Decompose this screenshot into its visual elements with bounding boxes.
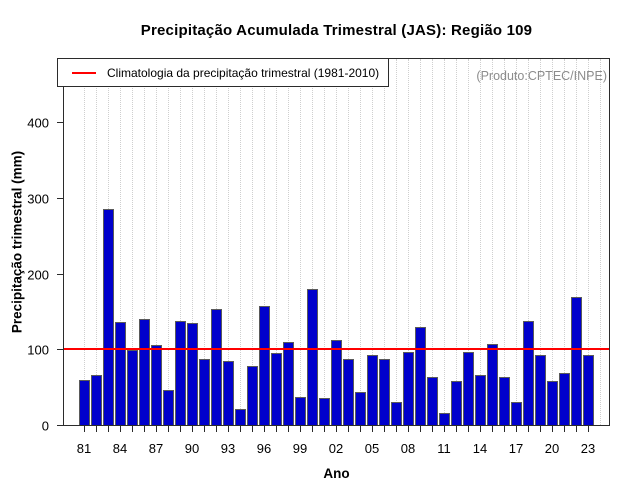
x-tick-label: 11 [437,441,451,456]
x-tick-label: 87 [148,441,164,456]
gridline [600,59,601,425]
gridline [444,59,445,425]
x-tick [96,426,97,432]
x-tick-label: 84 [112,441,128,456]
gridline [504,59,505,425]
bar-2021 [559,373,570,425]
x-tick [84,426,85,432]
bar-2003 [343,359,354,425]
x-tick-label: 90 [184,441,200,456]
x-tick-label: 96 [256,441,272,456]
x-tick [264,426,265,432]
y-tick-label: 0 [41,418,49,434]
x-tick [552,426,553,432]
x-axis-label: Ano [323,466,350,481]
bar-2008 [403,352,414,425]
x-tick [432,426,433,432]
x-tick [504,426,505,432]
x-tick [180,426,181,432]
x-tick [132,426,133,432]
plot-area [63,58,610,426]
x-tick [336,426,337,432]
bar-1997 [271,353,282,425]
y-tick [57,425,63,426]
gridline [480,59,481,425]
x-tick [204,426,205,432]
x-tick [192,426,193,432]
y-tick-label: 300 [27,191,49,207]
x-tick [120,426,121,432]
chart-title: Precipitação Acumulada Trimestral (JAS): Região 109 [140,22,533,39]
x-tick [468,426,469,432]
bar-1981 [79,380,90,425]
y-tick [57,349,63,350]
x-tick [588,426,589,432]
bar-1986 [139,319,150,425]
bar-2012 [451,381,462,425]
bar-2006 [379,359,390,425]
gridline [360,59,361,425]
bar-1984 [115,322,126,425]
bar-1998 [283,342,294,425]
bar-1994 [235,409,246,425]
gridline [96,59,97,425]
gridline [396,59,397,425]
producer-watermark: (Produto:CPTEC/INPE) [476,69,607,83]
gridline [432,59,433,425]
y-tick [57,274,63,275]
x-tick [144,426,145,432]
x-tick [168,426,169,432]
x-tick-label: 23 [580,441,596,456]
gridline [516,59,517,425]
bar-2010 [427,377,438,425]
bar-2000 [307,289,318,425]
bar-1992 [211,309,222,425]
y-tick [57,122,63,123]
bar-2013 [463,352,474,425]
x-tick-label: 14 [472,441,488,456]
bar-2017 [511,402,522,425]
x-tick-label: 93 [220,441,236,456]
bar-2009 [415,327,426,425]
bar-2011 [439,413,450,425]
x-tick [420,426,421,432]
legend-box [57,58,389,87]
bar-1991 [199,359,210,425]
x-tick [492,426,493,432]
legend-red-line-icon [72,72,96,74]
y-tick-label: 200 [27,267,49,283]
gridline [240,59,241,425]
bar-1987 [151,345,162,425]
x-tick [384,426,385,432]
x-tick [540,426,541,432]
x-tick [444,426,445,432]
x-tick [108,426,109,432]
bar-2007 [391,402,402,425]
x-tick [156,426,157,432]
gridline [168,59,169,425]
bar-2019 [535,355,546,425]
bar-2004 [355,392,366,425]
bar-2005 [367,355,378,425]
y-tick-label: 100 [27,342,49,358]
bar-1993 [223,361,234,425]
bar-1982 [91,375,102,425]
x-tick [516,426,517,432]
y-tick [57,198,63,199]
x-tick-label: 99 [292,441,308,456]
bar-1988 [163,390,174,425]
bar-1989 [175,321,186,425]
x-tick [324,426,325,432]
gridline [84,59,85,425]
bar-2018 [523,321,534,425]
x-tick [300,426,301,432]
gridline [456,59,457,425]
x-tick [576,426,577,432]
gridline [300,59,301,425]
x-tick [252,426,253,432]
x-tick-label: 20 [544,441,560,456]
x-tick [456,426,457,432]
bar-2014 [475,375,486,425]
x-tick [228,426,229,432]
bar-2002 [331,340,342,425]
gridline [564,59,565,425]
x-tick [240,426,241,432]
x-tick [564,426,565,432]
x-tick-label: 05 [364,441,380,456]
x-tick [216,426,217,432]
climatology-line [64,348,609,350]
gridline [324,59,325,425]
bar-2023 [583,355,594,425]
x-tick [348,426,349,432]
x-tick [408,426,409,432]
x-tick-label: 17 [508,441,524,456]
bar-1983 [103,209,114,425]
y-tick-label: 400 [27,115,49,131]
x-tick-label: 81 [76,441,92,456]
bar-1985 [127,350,138,425]
x-tick [480,426,481,432]
x-tick [312,426,313,432]
bar-1999 [295,397,306,425]
bar-1995 [247,366,258,425]
x-tick [396,426,397,432]
bar-1990 [187,323,198,425]
bar-2022 [571,297,582,425]
x-tick [360,426,361,432]
gridline [552,59,553,425]
x-tick [372,426,373,432]
legend-label: Climatologia da precipitação trimestral (1981-2010) [107,65,380,80]
bar-2020 [547,381,558,425]
x-tick [276,426,277,432]
x-tick [528,426,529,432]
bar-2015 [487,344,498,425]
bar-1996 [259,306,270,425]
x-tick-label: 08 [400,441,416,456]
bar-2001 [319,398,330,425]
bar-2016 [499,377,510,425]
x-tick-label: 02 [328,441,344,456]
x-tick [288,426,289,432]
y-axis-label: Precipitação trimestral (mm) [9,150,25,334]
